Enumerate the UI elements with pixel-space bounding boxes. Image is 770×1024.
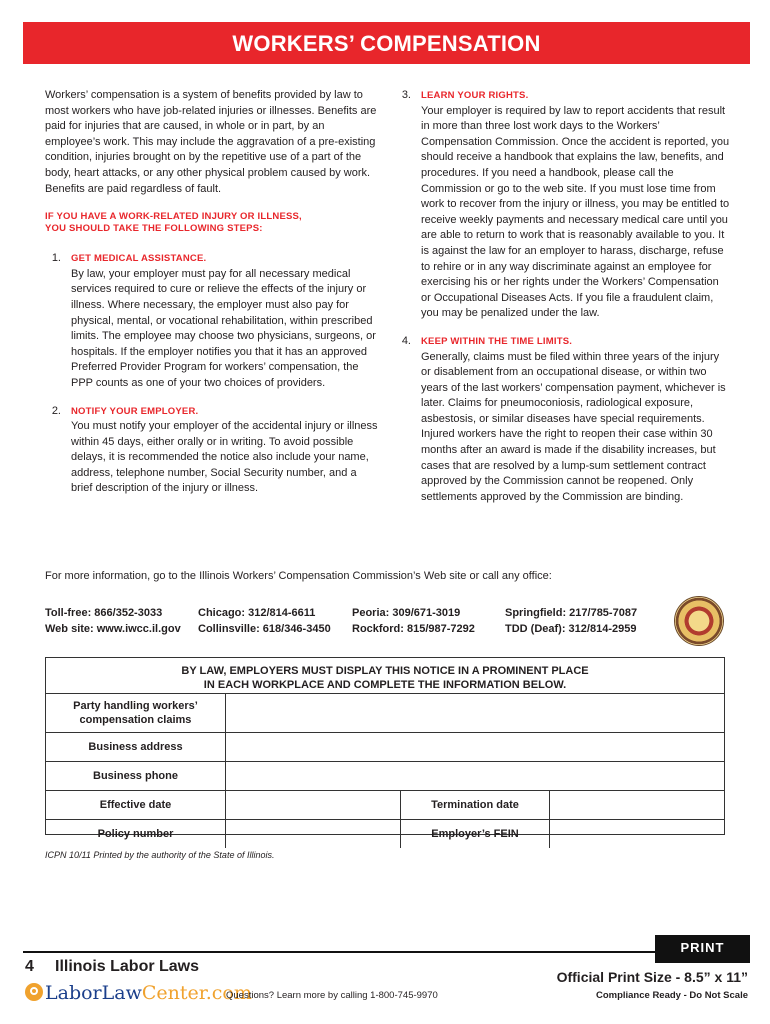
rockford-number: Rockford: 815/987-7292	[352, 623, 475, 635]
step-number: 3.	[401, 89, 411, 101]
business-address-label: Business address	[46, 733, 226, 761]
step-number: 4.	[401, 334, 411, 347]
more-info-text: For more information, go to the Illinois Workers’ Compensation Commission’s Web site or call any office:	[45, 570, 552, 582]
step-body: By law, your employer must pay for all necessary medical services required to cure or relieve the effects of the injury or illness. Where necessary, the employer must also pay for physical, mental, or vocational rehabilitation, within prescribed limits. The employee may choose two physicians, surgeons, or hospitals. If the employer notifies you that it has an approved Preferred Provider Program for workers’ compensation, the PPP counts as one of your two choices of providers.	[71, 267, 376, 389]
page-section-title: Illinois Labor Laws	[55, 958, 200, 975]
website-link[interactable]: Web site: www.iwcc.il.gov	[45, 623, 181, 635]
step-3	[400, 88, 730, 322]
effective-date-field[interactable]	[226, 791, 400, 819]
step-title: GET MEDICAL ASSISTANCE.	[71, 253, 207, 265]
party-field[interactable]	[226, 694, 724, 732]
employer-fein-field[interactable]	[550, 820, 724, 848]
step-body: Generally, claims must be filed within three years of the injury or disablement from an occupational disease, or within two years of the last workers’ compensation payment, whichever is later. Claims for pneumoconiosis, radiological exposure, asbestosis, or similar diseases have special requirements. Injured workers have the right to reopen their case within 30 months after an award is made if the disability increases, but cases that are resolved by a lump-sum settlement contract approved by the Commission cannot be reopened. Only settlements approved by the Commission are binding.	[421, 350, 726, 503]
contact-group-2	[198, 605, 331, 637]
step-4	[400, 334, 730, 506]
step-body: Your employer is required by law to report accidents that result in more than three lost work days to the Workers’ Compensation Commission. Once the accident is reported, you should receive a handbook that explains the law, benefits, and procedures. If you need a handbook, please call the Commission or go to the web site. If you must lose time from work to recover from the injury or illness, you may be entitled to receive weekly payments and necessary medical care until you are able to return to work that is reasonably available to you. It is against the law for an employer to harass, discharge, refuse to rehire or in any way discriminate against an employee for exercising his or her rights under the Workers’ Compensation or Occupational Diseases Acts. If you file a fraudulent claim, you may be penalized under the law.	[421, 104, 730, 320]
notice-header-line1: BY LAW, EMPLOYERS MUST DISPLAY THIS NOTICE IN A PROMINENT PLACE	[181, 665, 589, 677]
step-title: LEARN YOUR RIGHTS.	[421, 90, 529, 101]
party-label-line1: Party handling workers’	[73, 700, 198, 712]
step-body: You must notify your employer of the accidental injury or illness within 45 days, either orally or in writing. To avoid possible delays, it is recommended the notice also include your name, address, telephone number, Social Security number, and a brief description of the injury or illness.	[71, 420, 378, 495]
steps-heading-line1: IF YOU HAVE A WORK-RELATED INJURY OR ILLNESS,	[45, 211, 302, 223]
page-banner	[23, 22, 750, 64]
banner-title: WORKERS’ COMPENSATION	[232, 31, 541, 56]
employer-notice-form	[45, 657, 725, 840]
step-title: KEEP WITHIN THE TIME LIMITS.	[421, 335, 573, 347]
step-1	[45, 251, 380, 391]
business-phone-label: Business phone	[46, 762, 226, 790]
collinsville-number: Collinsville: 618/346-3450	[198, 623, 331, 635]
step-2	[45, 404, 380, 498]
left-column	[45, 88, 380, 509]
step-title: NOTIFY YOUR EMPLOYER.	[71, 405, 199, 417]
notice-header	[46, 658, 724, 694]
form-row-party	[46, 694, 724, 733]
contact-group-3	[352, 605, 475, 637]
form-row-address	[46, 733, 724, 762]
logo-text-part2: Center.com	[141, 982, 252, 1004]
contact-group-4	[505, 605, 637, 637]
employer-fein-label: Employer’s FEIN	[400, 820, 550, 848]
state-seal-icon	[674, 596, 724, 646]
form-row-policy	[46, 820, 724, 848]
tdd-number: TDD (Deaf): 312/814-2959	[505, 623, 637, 635]
peoria-number: Peoria: 309/671-3019	[352, 607, 461, 619]
print-button[interactable]: PRINT	[655, 935, 750, 961]
form-row-phone	[46, 762, 724, 791]
springfield-number: Springfield: 217/785-7087	[505, 607, 638, 619]
laborlawcenter-logo[interactable]	[25, 982, 252, 1004]
logo-text-part1: LaborLaw	[45, 982, 142, 1004]
official-print-size: Official Print Size - 8.5” x 11”	[556, 969, 748, 985]
steps-heading-line2: YOU SHOULD TAKE THE FOLLOWING STEPS:	[45, 223, 263, 235]
page-number: 4	[25, 958, 34, 975]
right-column	[400, 88, 730, 517]
termination-date-field[interactable]	[550, 791, 724, 819]
contact-group-1	[45, 605, 181, 637]
form-row-dates	[46, 791, 724, 820]
effective-date-label: Effective date	[46, 791, 226, 819]
business-phone-field[interactable]	[226, 762, 724, 790]
step-number: 2.	[51, 404, 61, 417]
questions-text: Questions? Learn more by calling 1-800-745-9970	[226, 990, 438, 1001]
icpn-note: ICPN 10/11 Printed by the authority of the State of Illinois.	[45, 850, 275, 860]
footer-divider-right	[655, 961, 750, 963]
step-number: 1.	[51, 252, 61, 265]
footer-divider	[23, 951, 655, 953]
termination-date-label: Termination date	[400, 791, 550, 819]
policy-number-label: Policy number	[46, 820, 226, 848]
toll-free-number: Toll-free: 866/352-3033	[45, 607, 163, 619]
policy-number-field[interactable]	[226, 820, 400, 848]
business-address-field[interactable]	[226, 733, 724, 761]
party-label	[46, 694, 226, 732]
logo-mark-icon	[25, 983, 43, 1001]
intro-paragraph: Workers’ compensation is a system of benefits provided by law to most workers who have job-related injuries or illnesses. Benefits are paid for injuries that are caused, in whole or in part, by an employee’s work. This may include the aggravation of a pre-existing condition, injuries brought on by the repetitive use of a part of the body, heart attacks, or any other physical problem caused by work. Benefits are paid regardless of fault.	[45, 89, 377, 195]
party-label-line2: compensation claims	[79, 714, 192, 726]
notice-header-line2: IN EACH WORKPLACE AND COMPLETE THE INFORMATION BELOW.	[203, 679, 567, 691]
steps-heading	[45, 211, 380, 235]
chicago-number: Chicago: 312/814-6611	[198, 607, 316, 619]
compliance-note: Compliance Ready - Do Not Scale	[595, 990, 748, 1001]
